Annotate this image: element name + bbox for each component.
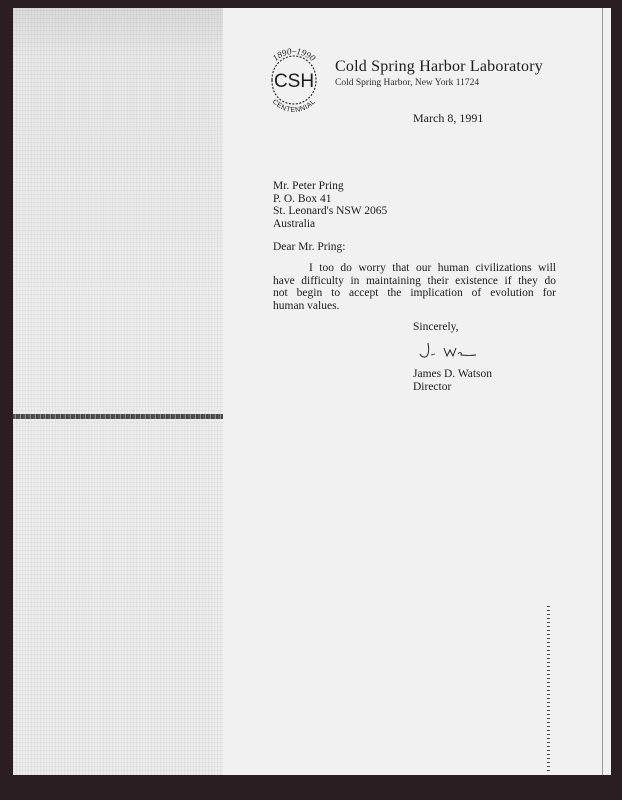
svg-text:1890–1990 [270,46,317,63]
body-line: have difficulty in maintaining their existence if they do [273,274,556,287]
organization-name: Cold Spring Harbor Laboratory [335,58,543,75]
recipient-line: P. O. Box 41 [273,192,332,205]
recipient-line: Mr. Peter Pring [273,180,344,192]
letter-date: March 8, 1991 [413,111,484,125]
seal-caption: CENTENNIAL [270,98,318,114]
organization-address: Cold Spring Harbor, New York 11724 [335,78,480,88]
salutation: Dear Mr. Pring: [273,241,346,253]
csh-centennial-seal [260,46,328,114]
body-line: not begin to accept the implication of evolution for [273,287,556,299]
signer-block [413,368,492,393]
letter-page [13,8,611,775]
seal-years: 1890–1990 [270,46,318,64]
svg-text:CENTENNIAL [271,98,317,114]
recipient-line: Australia [273,217,316,230]
handwritten-signature [416,341,478,361]
body-line: I too do worry that our human civilizations will [309,262,556,274]
scan-shadow-band [13,8,223,775]
seal-initials: CSH [273,71,315,92]
closing: Sincerely, [413,321,459,333]
letter-body [273,262,556,312]
scan-artifact-marks [547,606,550,771]
recipient-line: St. Leonard's NSW 2065 [273,205,388,217]
signer-title: Director [413,380,452,393]
recipient-address [273,180,387,230]
scan-artifact-line [13,414,223,419]
page-edge [602,8,603,775]
signer-name: James D. Watson [413,368,493,380]
body-line: human values. [273,299,340,312]
